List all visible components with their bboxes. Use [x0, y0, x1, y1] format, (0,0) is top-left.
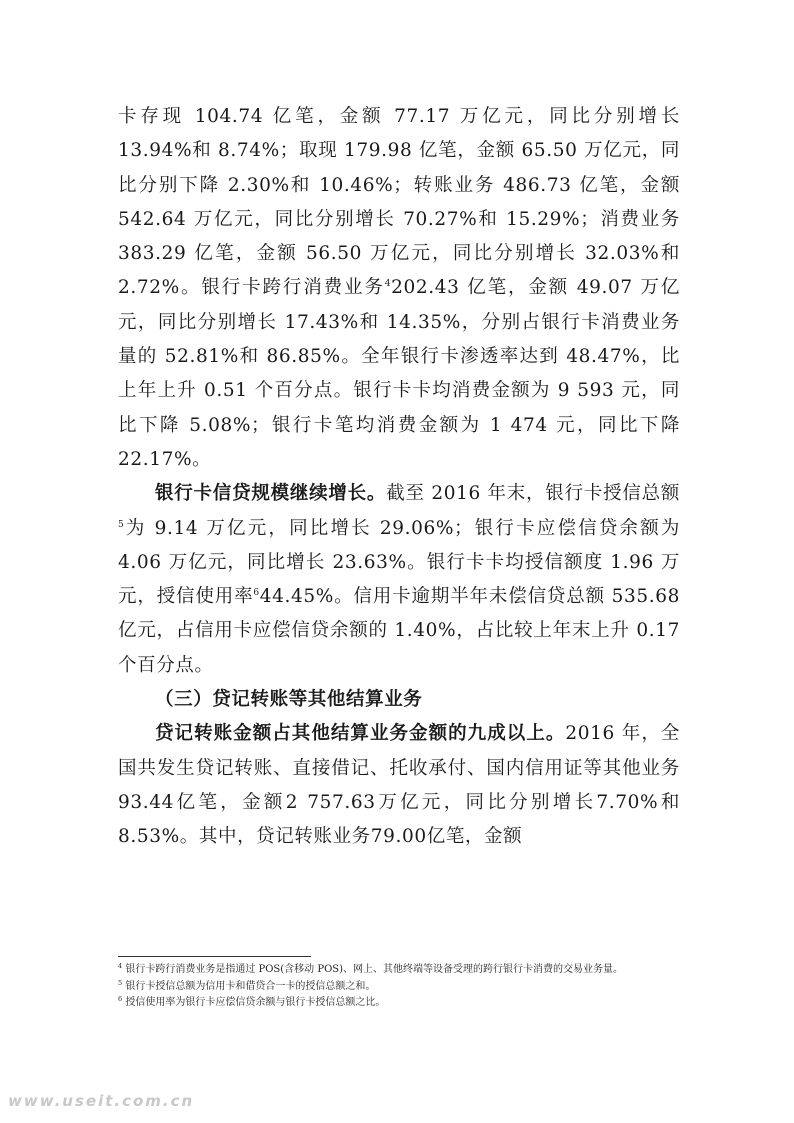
- paragraph-credit-transfer: 贷记转账金额占其他结算业务金额的九成以上。2016 年，全国共发生贷记转账、直接借记、托收承付、国内信用证等其他业务93.44亿笔，金额2 757.63万亿元，同比分别增长7.70%和8.53%。其中，贷记转账业务79.00亿笔，金额: [118, 723, 680, 848]
- paragraph-lead: 银行卡信贷规模继续增长。: [155, 483, 387, 505]
- footnote-divider: [118, 956, 311, 957]
- footnote-ref-4[interactable]: 4: [384, 279, 392, 290]
- footnote-4: $^4$ 银行卡跨行消费业务是指通过 POS(含移动 POS)、网上、其他终端等设备受理的跨行银行卡消费的交易业务量。: [118, 962, 624, 975]
- footnotes: [118, 962, 680, 1012]
- footnote-ref-6[interactable]: 6: [253, 588, 260, 599]
- paragraph-lead: 贷记转账金额占其他结算业务金额的九成以上。: [155, 723, 566, 745]
- paragraph-card-credit: 银行卡信贷规模继续增长。截至 2016 年末，银行卡授信总额$^5$为 9.14 万亿元，同比增长 29.06%；银行卡应偿信贷余额为 4.06 万亿元，同比增长 23.63%。银行卡卡均授信额度 1.96 万元，授信使用率$^6$44.45%。信用卡逾期半年未偿信贷总额 535.68 亿元，占信用卡应偿信贷余额的 1.40%，占比较上年末上升 0.17 个百分点。: [118, 483, 681, 676]
- footnote-ref-5[interactable]: 5: [118, 519, 125, 530]
- footnote-5: $^5$ 银行卡授信总额为信用卡和借贷合一卡的授信总额之和。: [118, 978, 376, 992]
- footnote-6: $^6$ 授信使用率为银行卡应偿信贷余额与银行卡授信总额之比。: [118, 995, 386, 1008]
- watermark: www.useit.com.cn: [8, 1092, 195, 1110]
- section-heading: （三）贷记转账等其他结算业务: [155, 689, 423, 711]
- body-text: [118, 100, 680, 855]
- paragraph-card-business: 卡存现 104.74 亿笔，金额 77.17 万亿元，同比分别增长 13.94%和 8.74%；取现 179.98 亿笔，金额 65.50 万亿元，同比分别下降 2.30%和 10.46%；转账业务 486.73 亿笔，金额 542.64 万亿元，同比分别增长 70.27%和 15.29%；消费业务 383.29 亿笔，金额 56.50 万亿元，同比分别增长 32.03%和 2.72%。银行卡跨行消费业务$^4$202.43 亿笔，金额 49.07 万亿元，同比分别增长 17.43%和 14.35%，分别占银行卡消费业务量的 52.81%和 86.85%。全年银行卡渗透率达到 48.47%，比上年上升 0.51 个百分点。银行卡卡均消费金额为 9 593 元，同比下降 5.08%；银行卡笔均消费金额为 1 474 元，同比下降 22.17%。: [118, 106, 680, 470]
